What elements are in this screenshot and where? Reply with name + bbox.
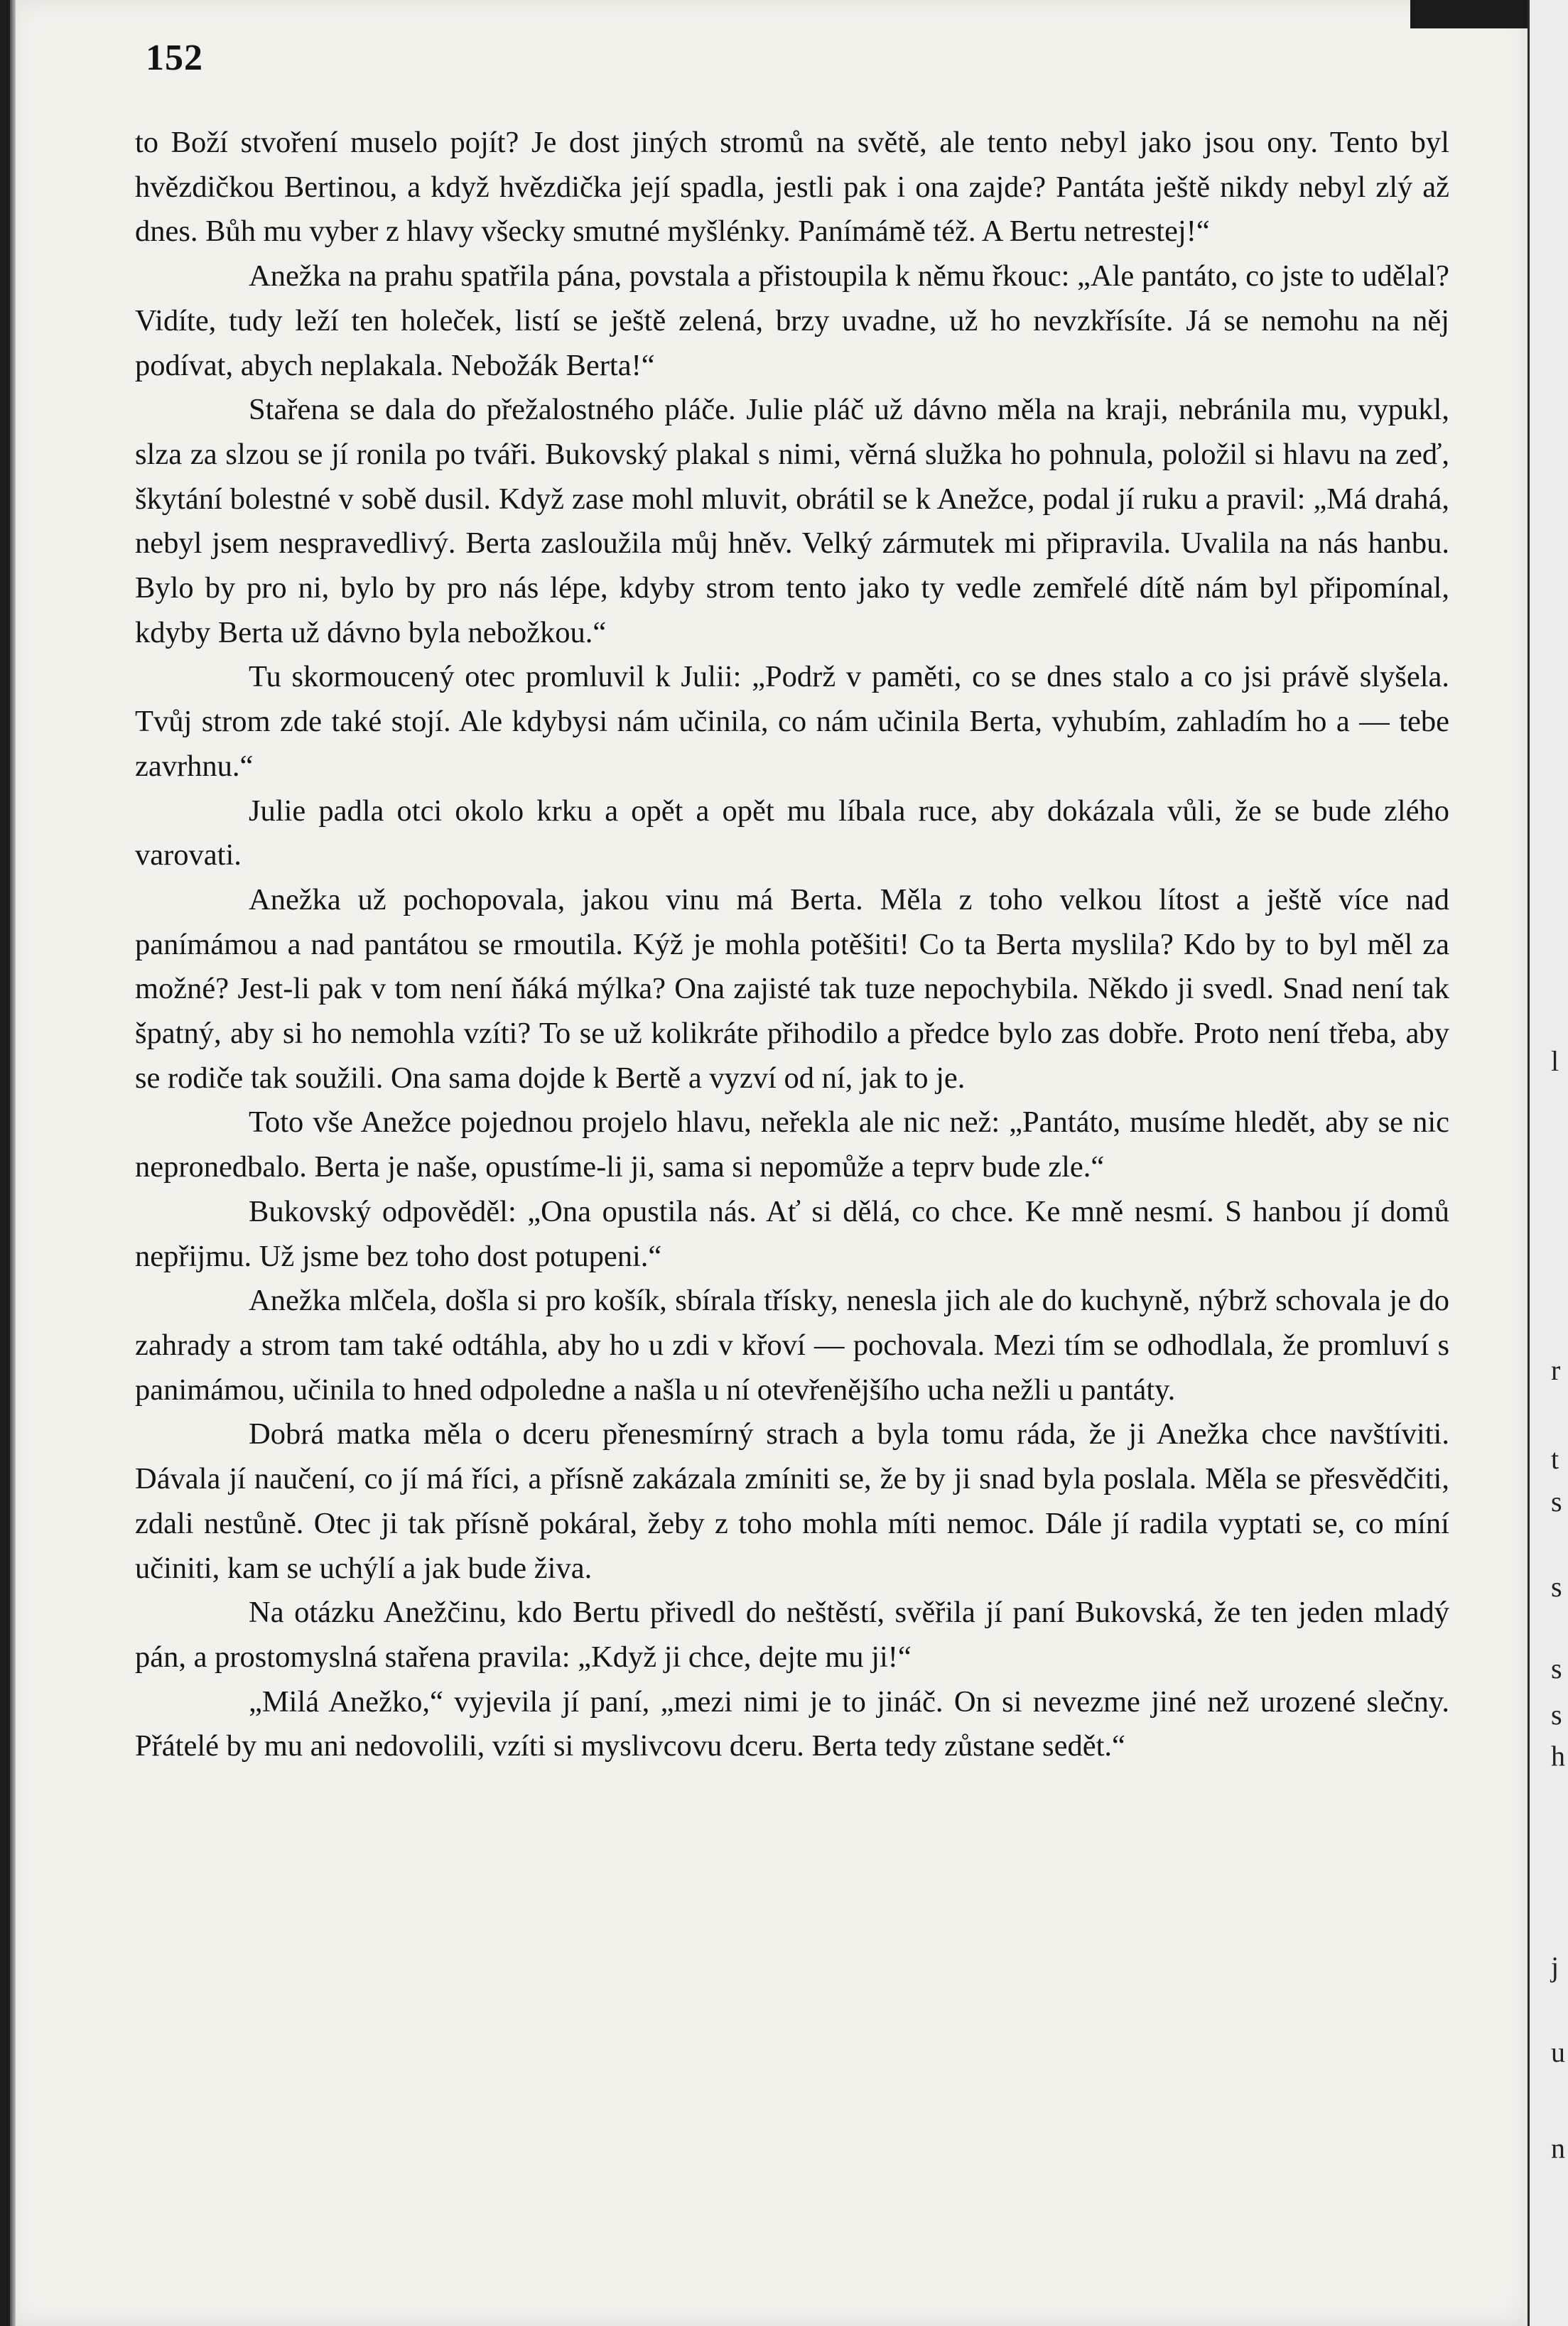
paragraph: to Boží stvoření muselo pojít? Je dost jiných stromů na světě, ale tento nebyl jako jsou ony. Tento byl hvězdičkou Bertinou, a když hvězdička její spadla, jestli pak i ona zajde? Pantáta ještě nikdy nebyl zlý až dnes. Bůh mu vyber z hlavy všecky smutné myšlénky. Panímámě též. A Bertu netrestej!“ xyxy=(135,126,1449,249)
margin-fragment: n xyxy=(1551,2132,1565,2164)
page-binding-edge xyxy=(10,0,16,2326)
paragraph: Tu skormoucený otec promluvil k Julii: „Podrž v paměti, co se dnes stalo a co jsi právě slyšela. Tvůj strom zde také stojí. Ale kdybysi nám učinila, co nám učinila Berta, vyhubím, zahladím ho a — tebe zavrhnu.“ xyxy=(135,660,1449,783)
paragraph: Na otázku Anežčinu, kdo Bertu přivedl do neštěstí, svěřila jí paní Bukovská, že ten jeden mladý pán, a prostomyslná stařena pravila: „Když ji chce, dejte mu ji!“ xyxy=(135,1596,1449,1674)
facing-page-fragments xyxy=(1551,0,1568,2326)
paragraph: Stařena se dala do přežalostného pláče. Julie pláč už dávno měla na kraji, nebránila mu, vypukl, slza za slzou se jí ronila po tváři. Bukovský plakal s nimi, věrná služka ho pohnula, položil si hlavu na zeď, škytání bolestné v sobě dusil. Když zase mohl mluvit, obrátil se k Anežce, podal jí ruku a pravil: „Má drahá, nebyl jsem nespravedlivý. Berta zasloužila můj hněv. Velký zármutek mi připravila. Uvalila na nás hanbu. Bylo by pro ni, bylo by pro nás lépe, kdyby strom tento jako ty vedle zemřelé dítě nám byl připomínal, kdyby Berta už dávno byla nebožkou.“ xyxy=(135,393,1449,649)
paragraph: Anežka už pochopovala, jakou vinu má Berta. Měla z toho velkou lítost a ještě více nad panímámou a nad pantátou se rmoutila. Kýž je mohla potěšiti! Co ta Berta myslila? Kdo by to byl měl za možné? Jest-li pak v tom není ňáká mýlka? Ona zajisté tak tuze nepochybila. Někdo ji svedl. Snad není tak špatný, aby si ho nemohla vzíti? To se už kolikráte přihodilo a předce bylo zas dobře. Proto není třeba, aby se rodiče tak soužili. Ona sama dojde k Bertě a vyzví od ní, jak to je. xyxy=(135,882,1449,1095)
margin-fragment: t xyxy=(1551,1443,1559,1475)
margin-fragment: h xyxy=(1551,1740,1565,1772)
margin-fragment: s xyxy=(1551,1652,1562,1684)
margin-fragment: u xyxy=(1551,2036,1565,2068)
body-text xyxy=(135,121,1449,1769)
paragraph: Bukovský odpověděl: „Ona opustila nás. Ať si dělá, co chce. Ke mně nesmí. S hanbou jí domů nepřijmu. Už jsme bez toho dost potupeni.“ xyxy=(135,1194,1449,1273)
paragraph: Dobrá matka měla o dceru přenesmírný strach a byla tomu ráda, že ji Anežka chce navštíviti. Dávala jí naučení, co jí má říci, a přísně zakázala zmíniti se, že by ji snad byla poslala. Měla se přesvědčiti, zdali nestůně. Otec ji tak přísně pokáral, žeby z toho mohla míti nemoc. Dále jí radila vyptati se, co míní učiniti, kam se uchýlí a jak bude živa. xyxy=(135,1417,1449,1585)
margin-fragment: r xyxy=(1551,1354,1561,1386)
page-number: 152 xyxy=(146,38,203,78)
margin-fragment: s xyxy=(1551,1699,1562,1731)
paragraph: Julie padla otci okolo krku a opět a opět mu líbala ruce, aby dokázala vůli, že se bude zlého varovati. xyxy=(135,794,1449,872)
margin-fragment: l xyxy=(1551,1045,1559,1077)
paragraph: Anežka na prahu spatřila pána, povstala a přistoupila k němu řkouc: „Ale pantáto, co jste to udělal? Vidíte, tudy leží ten holeček, listí se ještě zelená, brzy uvadne, už ho nevzkřísíte. Já se nemohu na něj podívat, abych neplakala. Nebožák Berta!“ xyxy=(135,259,1449,382)
margin-fragment: j xyxy=(1551,1951,1559,1983)
paragraph: Toto vše Anežce pojednou projelo hlavu, neřekla ale nic než: „Pantáto, musíme hledět, aby se nic nepronedbalo. Berta je naše, opustíme-li ji, sama si nepomůže a teprv bude zle.“ xyxy=(135,1105,1449,1184)
paragraph: Anežka mlčela, došla si pro košík, sbírala třísky, nenesla jich ale do kuchyně, nýbrž schovala je do zahrady a strom tam také odtáhla, aby ho u zdi v křoví — pochovala. Mezi tím se odhodlala, že promluví s panimámou, učinila to hned odpoledne a našla u ní otevřenějšího ucha nežli u pantáty. xyxy=(135,1284,1449,1407)
paragraph: „Milá Anežko,“ vyjevila jí paní, „mezi nimi je to jináč. On si nevezme jiné než urozené slečny. Přátelé by mu ani nedovolili, vzíti si myslivcovu dceru. Berta tedy zůstane sedět.“ xyxy=(135,1684,1449,1763)
margin-fragment: s xyxy=(1551,1571,1562,1603)
margin-fragment: s xyxy=(1551,1486,1562,1518)
